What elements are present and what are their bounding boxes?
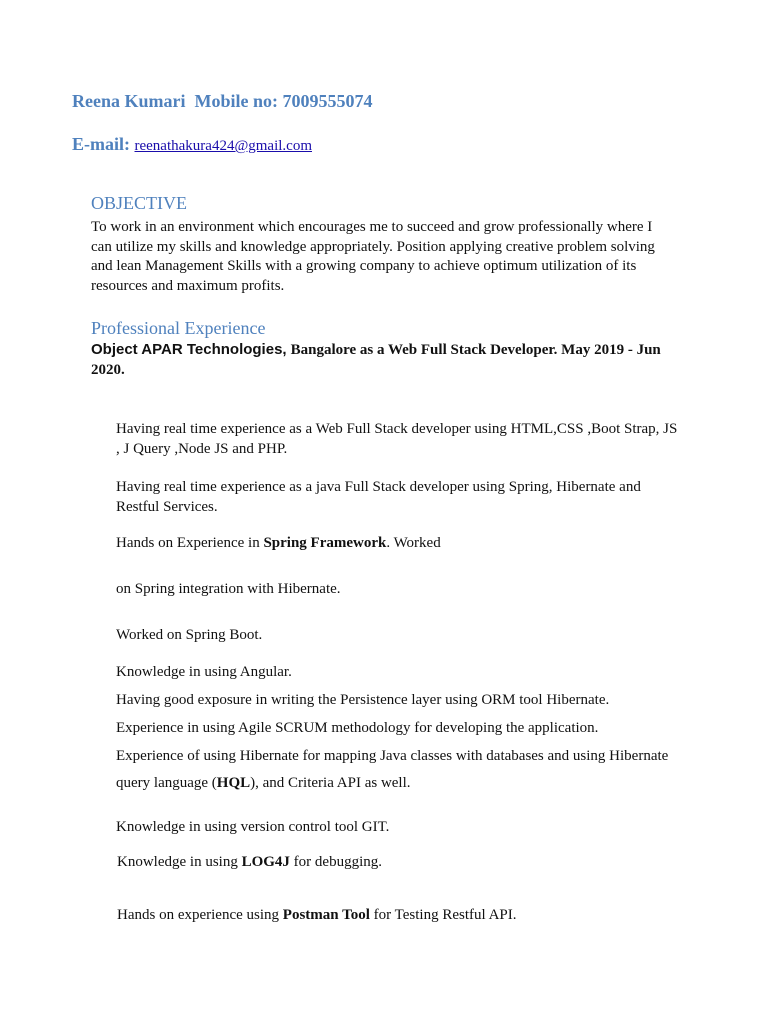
list-item: Hands on Experience in Spring Framework. Worked [116,535,441,551]
hql-text: HQL [216,775,251,791]
role-and-dates: Bangalore as a Web Full Stack Developer. May 2019 - Jun 2020. [91,342,661,378]
name-mobile-line [72,91,372,112]
experience-heading: Professional Experience [91,318,266,338]
list-item: Hands on experience using Postman Tool for Testing Restful API. [117,907,517,923]
list-item: on Spring integration with Hibernate. [116,581,341,597]
list-item: Knowledge in using Angular. [116,664,292,680]
company-role-line [91,340,691,380]
list-item: query language (HQL), and Criteria API as well. [116,775,411,791]
list-item: Worked on Spring Boot. [116,627,263,643]
email-label: E-mail: [72,134,130,154]
spring-framework-text: Spring Framework [263,535,387,551]
mobile-number: 7009555074 [282,91,373,111]
list-item: Experience in using Agile SCRUM methodology for developing the application. [116,720,599,736]
objective-heading: OBJECTIVE [91,193,187,213]
list-item: Having real time experience as a java Full Stack developer using Spring, Hibernate and Restful Services. [116,479,641,515]
list-item: Experience of using Hibernate for mapping Java classes with databases and using Hibernate [116,748,669,764]
company-name: Object APAR Technologies, [91,341,287,358]
list-item: Knowledge in using LOG4J for debugging. [117,854,382,870]
email-link[interactable]: reenathakura424@gmail.com [134,138,312,154]
list-item: Knowledge in using version control tool GIT. [116,819,390,835]
list-item: Having good exposure in writing the Persistence layer using ORM tool Hibernate. [116,692,610,708]
postman-tool-text: Postman Tool [282,907,370,923]
list-item: Having real time experience as a Web Full Stack developer using HTML,CSS ,Boot Strap, JS , J Query ,Node JS and PHP. [116,421,678,457]
objective-text: To work in an environment which encourages me to succeed and grow professionally where I can utilize my skills and knowledge appropriately. Position applying creative problem solving and lean Management Skills with a growing company to achieve optimum utilization of its resources and maximum profits. [91,219,655,294]
candidate-name: Reena Kumari [72,91,186,111]
log4j-text: LOG4J [241,854,290,870]
mobile-label: Mobile no: [194,91,278,111]
email-line [72,134,312,155]
